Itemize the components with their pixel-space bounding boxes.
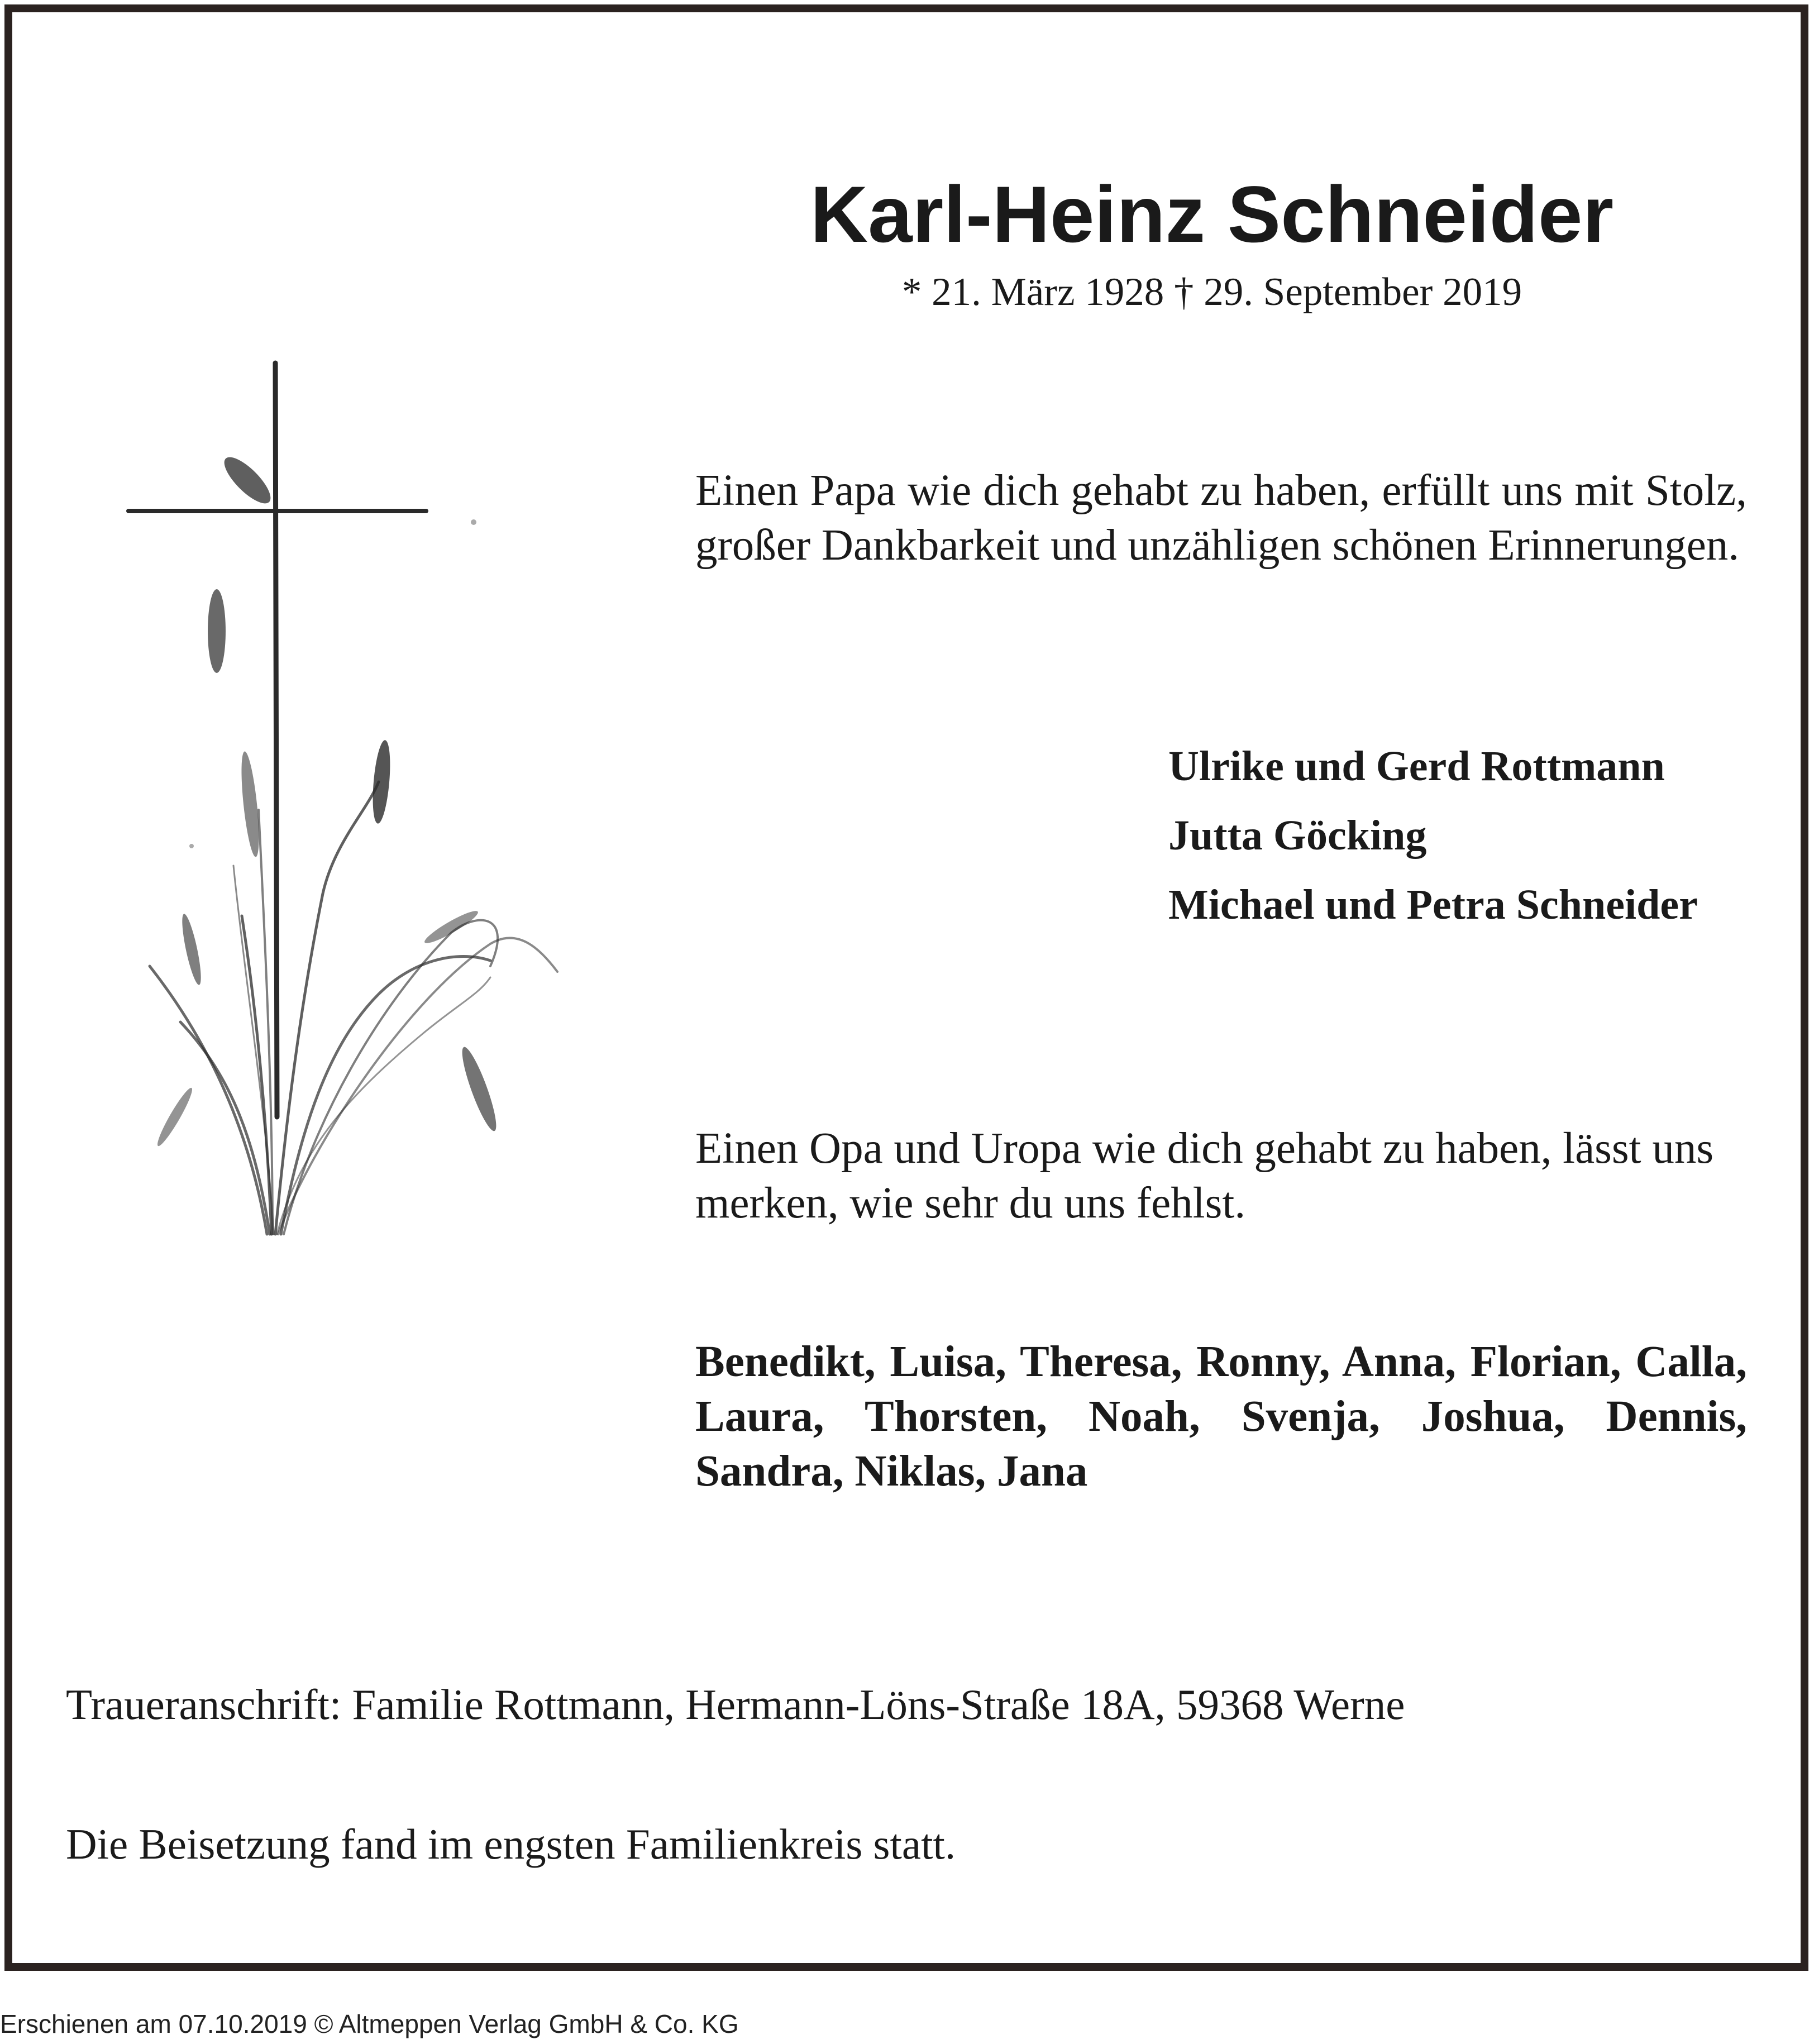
- signer: Michael und Petra Schneider: [1168, 881, 1698, 928]
- grandchildren-text: Einen Opa und Uropa wie dich gehabt zu haben, lässt uns merken, wie sehr du uns fehlst.: [695, 1124, 1714, 1228]
- life-dates: * 21. März 1928 † 29. September 2019: [901, 270, 1522, 314]
- cross-with-grain-icon: [66, 307, 574, 1318]
- deceased-name: Karl-Heinz Schneider: [810, 170, 1614, 259]
- children-text: Einen Papa wie dich gehabt zu haben, erfüllt uns mit Stolz, großer Dankbarkeit und unzähligen schönen Erinnerungen.: [695, 466, 1747, 570]
- signer: Jutta Göcking: [1168, 812, 1427, 859]
- burial-note: Die Beisetzung fand im engsten Familienkreis statt.: [66, 1820, 956, 1868]
- grandchildren-names: Benedikt, Luisa, Theresa, Ronny, Anna, Florian, Calla, Laura, Thorsten, Noah, Svenja, Joshua, Dennis, Sandra, Niklas, Jana: [695, 1338, 1747, 1496]
- signer: Ulrike und Gerd Rottmann: [1168, 743, 1665, 790]
- signers-list: [1168, 732, 1755, 939]
- mourning-address: Traueranschrift: Familie Rottmann, Hermann-Löns-Straße 18A, 59368 Werne: [66, 1680, 1405, 1728]
- publication-credit: Erschienen am 07.10.2019 © Altmeppen Verlag GmbH & Co. KG: [0, 2009, 739, 2038]
